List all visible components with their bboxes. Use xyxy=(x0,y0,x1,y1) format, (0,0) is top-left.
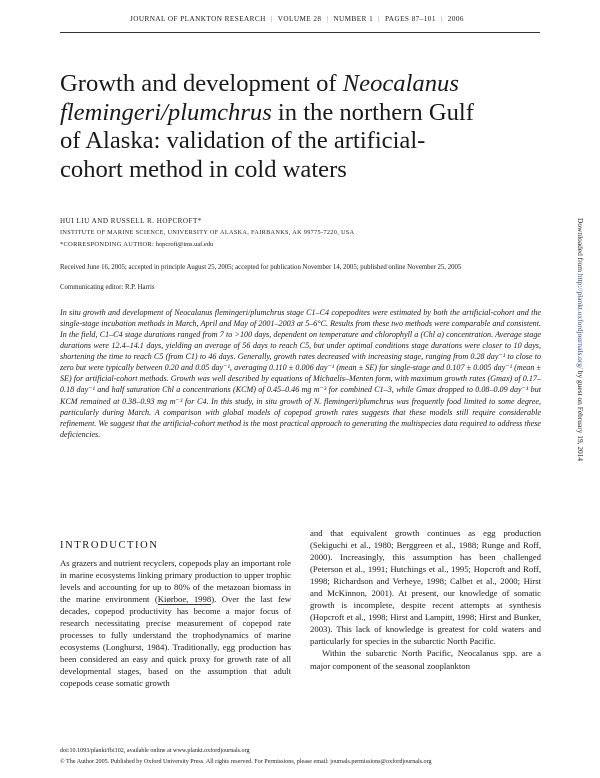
body-column-right xyxy=(310,527,541,672)
title-line3: of Alaska: validation of the artificial- xyxy=(60,127,426,154)
intro-paragraph-1-cont: and that equivalent growth continues as egg production (Sekiguchi et al., 1980; Berggreen et al., 1988; Runge and Roff, 2000). Increasingly, this assumption has been challenged (Peterson et al., 1991; Hutchings et al., 1995; Hopcroft and Roff, 1998; Richardson and Verheye, 1998; Calbet et al., 2000; Hirst and McKinnon, 2001). At present, our knowledge of somatic growth is incomplete, despite recent attempts at synthesis (Hopcroft et al., 1998; Hirst and Lampitt, 1998; Hirst and Bunker, 2003). This lack of knowledge is greatest for cold waters and particularly for species in the subarctic North Pacific. xyxy=(310,528,541,647)
year: 2006 xyxy=(447,15,464,23)
corresponding-author xyxy=(60,241,213,248)
journal-name: JOURNAL OF PLANKTON RESEARCH xyxy=(130,15,266,23)
running-header: JOURNAL OF PLANKTON RESEARCH | VOLUME 28 | NUMBER 1 | PAGES 87–101 | 2006 xyxy=(130,15,464,23)
title-genus: Neocalanus xyxy=(342,70,459,97)
volume: VOLUME 28 xyxy=(277,15,322,23)
doi-line: doi:10.1093/plankt/fbi102, available online at www.plankt.oxfordjournals.org xyxy=(60,748,250,754)
intro-paragraph-2: Within the subarctic North Pacific, Neocalanus spp. are a major component of the seasonal zooplankton xyxy=(310,648,541,671)
section-heading-introduction: INTRODUCTION xyxy=(60,540,159,551)
body-column-left xyxy=(60,539,291,690)
authors: HUI LIU AND RUSSELL R. HOPCROFT* xyxy=(60,217,202,225)
download-link[interactable]: http://plankt.oxfordjournals.org/ xyxy=(576,273,585,369)
affiliation: INSTITUTE OF MARINE SCIENCE, UNIVERSITY OF ALASKA, FAIRBANKS, AK 99775-7220, USA xyxy=(60,229,355,236)
header-rule xyxy=(60,32,540,33)
publication-dates: Received June 16, 2005; accepted in principle August 25, 2005; accepted for publication November 14, 2005; published online November 25, 2005 xyxy=(60,264,462,271)
title-line4: cohort method in cold waters xyxy=(60,155,347,183)
page-range: PAGES 87–101 xyxy=(385,15,436,23)
corresponding-email[interactable]: hopcroft@ims.uaf.edu xyxy=(155,241,214,248)
corresponding-label: *CORRESPONDING AUTHOR: xyxy=(60,241,155,248)
intro-paragraph-1: As grazers and nutrient recyclers, copepods play an important role in marine ecosystems linking primary production to upper trophic levels and accounting for up to 80% of the metazoan biomass in the marine environment (Kiørboe, 1998). Over the last few decades, copepod productivity has become a major focus of research necessitating precise measurement of copepod rate processes to fully understand the trophodynamics of marine ecosystems (Longhurst, 1984). Traditionally, egg production has been considered an easy and quick proxy for growth rate of all developmental stages, based on the assumption that adult copepods cease somatic growth xyxy=(60,558,291,689)
title-line1: Growth and development of xyxy=(60,70,343,97)
download-watermark: Downloaded from http://plankt.oxfordjournals.org/ by guest on February 19, 2014 xyxy=(576,218,585,462)
title-species: flemingeri/plumchrus xyxy=(60,98,272,126)
issue-number: NUMBER 1 xyxy=(333,15,374,23)
citation-link-kiorboe[interactable]: Kiørboe, 1998 xyxy=(157,594,212,605)
title-line2: in the northern Gulf xyxy=(271,98,474,126)
copyright-line: © The Author 2005. Published by Oxford University Press. All rights reserved. For Permissions, please email: journals.permissions@oxfordjournals.org xyxy=(60,759,432,765)
article-title xyxy=(60,70,540,184)
abstract: In situ growth and development of Neocalanus flemingeri/plumchrus stage C1–C4 copepodites were estimated by both the artificial-cohort and the single-stage incubation methods in March, April and May of 2001–2003 at 5–6°C. Results from these two methods were comparable and consistent. In the field, C1–C4 stage durations ranged from 7 to >100 days, dependent on temperature and chlorophyll a (Chl a) concentration. Average stage durations were 12.4–14.1 days, yielding an average of 56 days to reach C5, but under optimal conditions stage durations were closer to 10 days, shortening the time to reach C5 (from C1) to 46 days. Generally, growth rates decreased with increasing stage, ranging from 0.28 day⁻¹ to close to zero but were typically between 0.20 and 0.05 day⁻¹, averaging 0.110 ± 0.006 day⁻¹ (mean ± SE) for single-stage and 0.107 ± 0.005 day⁻¹ (mean ± SE) for artificial-cohort methods. Growth was well described by equations of Michaelis–Menten form, with maximum growth rates (Gmax) of 0.17–0.18 day⁻¹ and half saturation Chl a concentrations (KCM) of 0.45–0.46 mg m⁻³ for combined C1–3, while Gmax dropped to 0.08–0.09 day⁻¹ but KCM remained at 0.38–0.93 mg m⁻³ for C4. In this study, in situ growth of N. flemingeri/plumchrus was frequently food limited to some degree, particularly during March. A comparison with global models of copepod growth rates suggests that these models still require considerable refinement. We suggest that the artificial-cohort method is the most practical approach to generating the multispecies data required to address these deficiencies. xyxy=(60,308,541,439)
communicating-editor: Communicating editor: R.P. Harris xyxy=(60,284,155,291)
